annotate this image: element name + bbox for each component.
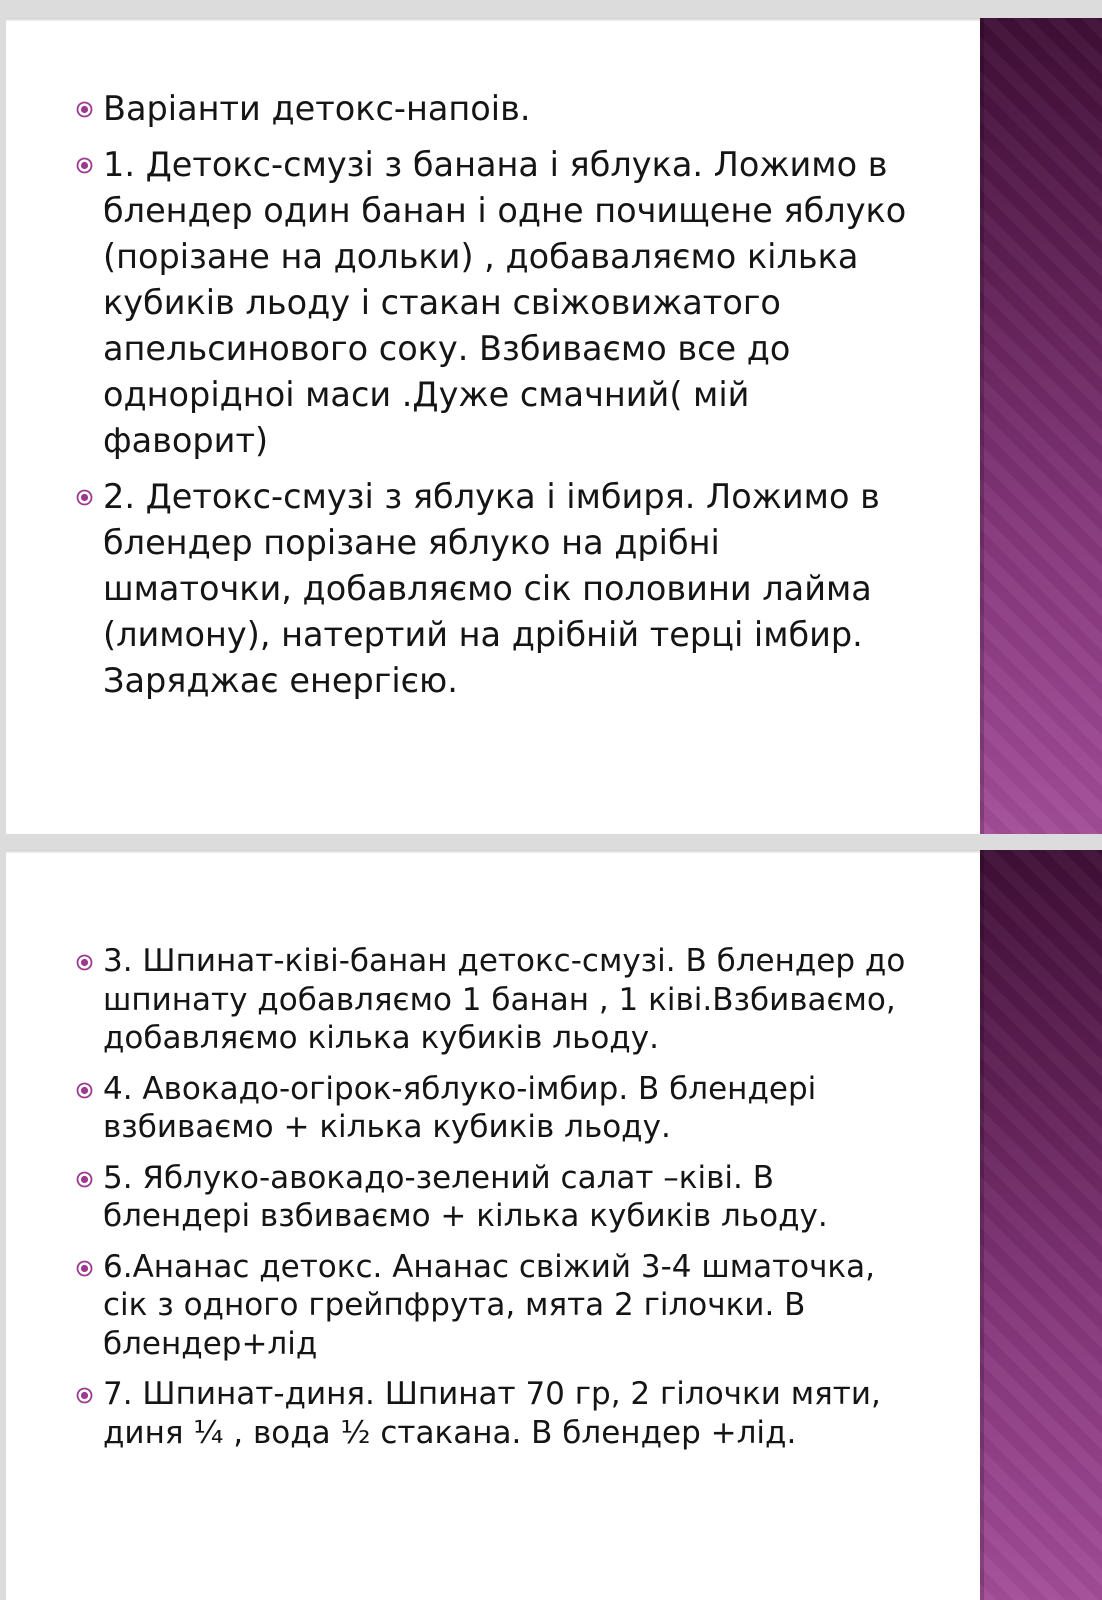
slide-top-edge bbox=[6, 18, 1102, 21]
bullet-list bbox=[76, 86, 912, 714]
bullet-item bbox=[76, 1070, 912, 1147]
bullet-text: 5. Яблуко-авокадо-зелений салат –ківі. В блендері взбиваємо + кілька кубиків льоду. bbox=[103, 1159, 828, 1234]
bullet-item bbox=[76, 474, 912, 704]
bullet-text: 4. Авокадо-огірок-яблуко-імбир. В блендері взбиваємо + кілька кубиків льоду. bbox=[103, 1070, 817, 1145]
slide-1 bbox=[6, 18, 1102, 834]
circled-dot-bullet-icon bbox=[76, 157, 93, 174]
circled-dot-bullet-icon bbox=[76, 1387, 93, 1404]
bullet-item bbox=[76, 942, 912, 1058]
bullet-item bbox=[76, 1375, 912, 1452]
bullet-text: 7. Шпинат-диня. Шпинат 70 гр, 2 гілочки мяти, диня ¼ , вода ½ стакана. В блендер +лід. bbox=[103, 1376, 881, 1451]
bullet-text: 3. Шпинат-ківі-банан детокс-смузі. В блендер до шпинату добавляємо 1 банан , 1 ківі.Взбиваємо, добавляємо кілька кубиків льоду. bbox=[103, 943, 906, 1056]
circled-dot-bullet-icon bbox=[76, 1082, 93, 1099]
circled-dot-bullet-icon bbox=[76, 489, 93, 506]
bullet-item bbox=[76, 86, 912, 132]
bullet-list bbox=[76, 942, 912, 1464]
slide-side-band bbox=[980, 850, 1102, 1600]
circled-dot-bullet-icon bbox=[76, 954, 93, 971]
bullet-item bbox=[76, 1159, 912, 1236]
bullet-text: 1. Детокс-смузі з банана і яблука. Ложимо в блендер один банан і одне почищене яблуко (порізане на дольки) , добаваляємо кілька кубиків льоду і стакан свіжовижатого апельсинового соку. Взбиваємо все до однорідноі маси .Дуже смачний( мій фаворит) bbox=[103, 145, 907, 460]
slide-side-band bbox=[980, 18, 1102, 834]
circled-dot-bullet-icon bbox=[76, 1171, 93, 1188]
bullet-text: 2. Детокс-смузі з яблука і імбиря. Ложимо в блендер порізане яблуко на дрібні шматочки, добавляємо сік половини лайма (лимону), натертий на дрібній терці імбир. Заряджає енергією. bbox=[103, 477, 880, 700]
slide-top-edge bbox=[6, 850, 1102, 853]
slide-2 bbox=[6, 850, 1102, 1600]
circled-dot-bullet-icon bbox=[76, 1260, 93, 1277]
bullet-item bbox=[76, 142, 912, 464]
bullet-item bbox=[76, 1248, 912, 1364]
bullet-text: Варіанти детокс-напоів. bbox=[103, 89, 531, 128]
circled-dot-bullet-icon bbox=[76, 101, 93, 118]
bullet-text: 6.Ананас детокс. Ананас свіжий 3-4 шматочка, сік з одного грейпфрута, мята 2 гілочки. В блендер+лід bbox=[103, 1248, 876, 1362]
